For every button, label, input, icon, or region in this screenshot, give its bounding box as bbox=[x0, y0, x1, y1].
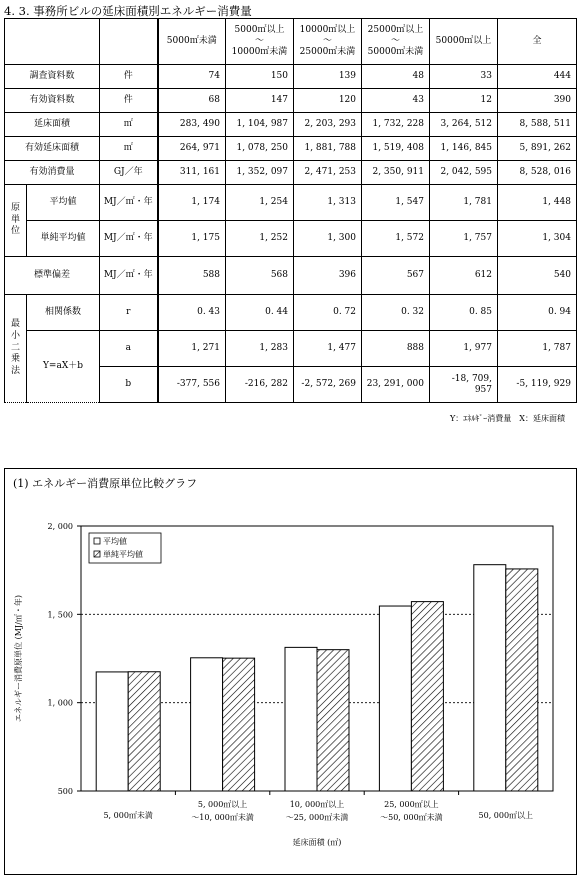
table-cell: 2, 203, 293 bbox=[294, 113, 362, 137]
table-cell: -2, 572, 269 bbox=[294, 367, 362, 403]
table-cell: 139 bbox=[294, 65, 362, 89]
group-label-char: 位 bbox=[10, 226, 20, 237]
row-label: 有効延床面積 bbox=[5, 137, 100, 161]
table-cell: 0. 94 bbox=[498, 295, 577, 331]
table-cell: 68 bbox=[158, 89, 226, 113]
table-cell: 888 bbox=[362, 331, 430, 367]
group-label-lsm bbox=[5, 295, 27, 403]
table-cell: 1, 448 bbox=[498, 185, 577, 221]
column-header bbox=[294, 19, 362, 65]
table-cell: 567 bbox=[362, 257, 430, 295]
table-cell: 0. 72 bbox=[294, 295, 362, 331]
bar-avg bbox=[96, 672, 128, 791]
column-header-line: 全 bbox=[532, 36, 542, 47]
table-cell: 2, 471, 253 bbox=[294, 161, 362, 185]
row-unit: ㎡ bbox=[100, 137, 158, 161]
x-tick-label: 5, 000㎡以上 bbox=[197, 800, 248, 809]
row-unit: r bbox=[100, 295, 158, 331]
section-title: 4. 3. 事務所ビルの延床面積別エネルギー消費量 bbox=[4, 4, 252, 18]
legend-swatch bbox=[94, 538, 100, 544]
bar-avg bbox=[285, 647, 317, 791]
group-label-char: 原 bbox=[10, 202, 20, 213]
table-row-valid-floor bbox=[5, 137, 577, 161]
table-cell: 1, 352, 097 bbox=[226, 161, 294, 185]
group-label-char: 法 bbox=[10, 366, 20, 377]
row-label: 有効消費量 bbox=[5, 161, 100, 185]
column-header bbox=[158, 19, 226, 65]
table-cell: -216, 282 bbox=[226, 367, 294, 403]
column-header-line: 25000㎡以上 bbox=[367, 25, 424, 36]
x-axis-title: 延床面積 (㎡) bbox=[292, 838, 342, 847]
table-cell: 74 bbox=[158, 65, 226, 89]
table-cell: 1, 174 bbox=[158, 185, 226, 221]
table-cell: 264, 971 bbox=[158, 137, 226, 161]
column-header bbox=[498, 19, 577, 65]
table-cell: 43 bbox=[362, 89, 430, 113]
footnote: Y：ｴﾈﾙｷﾞｰ消費量 X：延床面積 bbox=[450, 414, 565, 423]
x-tick-label: 10, 000㎡以上 bbox=[289, 800, 345, 809]
row-label: 有効資料数 bbox=[5, 89, 100, 113]
row-unit: ㎡ bbox=[100, 113, 158, 137]
table-cell: 396 bbox=[294, 257, 362, 295]
column-header-line: 25000㎡未満 bbox=[299, 46, 356, 57]
row-label: 相関係数 bbox=[27, 295, 100, 331]
table-cell: 8, 588, 511 bbox=[498, 113, 577, 137]
table-cell: 5, 891, 262 bbox=[498, 137, 577, 161]
table-cell: -5, 119, 929 bbox=[498, 367, 577, 403]
table-cell: 0. 43 bbox=[158, 295, 226, 331]
table-cell: 1, 304 bbox=[498, 221, 577, 257]
table-row-consumption bbox=[5, 161, 577, 185]
table-cell: 1, 146, 845 bbox=[430, 137, 498, 161]
bar-avg bbox=[474, 565, 506, 791]
group-label-char: 単 bbox=[10, 214, 20, 225]
table-cell: -18, 709, 957 bbox=[430, 367, 498, 403]
table-cell: 1, 175 bbox=[158, 221, 226, 257]
x-tick-label: 5, 000㎡未満 bbox=[103, 811, 153, 820]
y-tick-label: 2, 000 bbox=[47, 522, 73, 531]
table-row-floor bbox=[5, 113, 577, 137]
column-header-line: ～ bbox=[390, 36, 400, 47]
table-cell: 12 bbox=[430, 89, 498, 113]
column-header-line: 10000㎡未満 bbox=[231, 46, 288, 57]
bar-avg bbox=[191, 658, 223, 791]
bar-chart bbox=[5, 469, 576, 874]
column-header-line: 5000㎡以上 bbox=[234, 25, 285, 36]
table-cell: 1, 283 bbox=[226, 331, 294, 367]
x-tick-label: ～25, 000㎡未満 bbox=[285, 813, 349, 822]
y-tick-label: 1, 000 bbox=[47, 698, 73, 708]
table-cell: 33 bbox=[430, 65, 498, 89]
y-tick-label: 1, 500 bbox=[47, 610, 73, 620]
table-cell: 1, 781 bbox=[430, 185, 498, 221]
row-unit: b bbox=[100, 367, 158, 403]
table-cell: 1, 547 bbox=[362, 185, 430, 221]
table-cell: 1, 313 bbox=[294, 185, 362, 221]
group-label-unit bbox=[5, 185, 27, 257]
bar-simple-avg bbox=[506, 569, 538, 791]
column-header-line: ～ bbox=[254, 36, 264, 47]
x-tick-label: 25, 000㎡以上 bbox=[384, 800, 439, 809]
row-unit: 件 bbox=[100, 89, 158, 113]
bar-simple-avg bbox=[223, 658, 255, 791]
row-unit: MJ／㎡・年 bbox=[100, 221, 158, 257]
table-cell: 390 bbox=[498, 89, 577, 113]
column-header-line: 10000㎡以上 bbox=[299, 25, 356, 36]
table-cell: 283, 490 bbox=[158, 113, 226, 137]
table-row-simple-avg bbox=[5, 221, 577, 257]
group-label-char: 乗 bbox=[10, 354, 20, 365]
legend-swatch bbox=[94, 551, 100, 557]
formula-label: Y=aX＋b bbox=[27, 331, 100, 403]
group-label-char: 二 bbox=[10, 342, 20, 353]
group-label-char: 最 bbox=[10, 319, 20, 330]
row-label: 延床面積 bbox=[5, 113, 100, 137]
table-cell: 1, 881, 788 bbox=[294, 137, 362, 161]
table-row-valid bbox=[5, 89, 577, 113]
table-row-stddev bbox=[5, 257, 577, 295]
column-header bbox=[226, 19, 294, 65]
row-label: 単純平均値 bbox=[27, 221, 100, 257]
row-unit: MJ／㎡・年 bbox=[100, 257, 158, 295]
column-header-line: ～ bbox=[322, 36, 332, 47]
y-axis-title: エネルギー消費原単位 (MJ/㎡・年) bbox=[14, 595, 23, 722]
table-cell: 1, 252 bbox=[226, 221, 294, 257]
table-cell: 1, 271 bbox=[158, 331, 226, 367]
table-cell: 1, 732, 228 bbox=[362, 113, 430, 137]
table-cell: 588 bbox=[158, 257, 226, 295]
x-tick-label: ～10, 000㎡未満 bbox=[191, 813, 254, 822]
table-cell: 2, 350, 911 bbox=[362, 161, 430, 185]
legend-label: 平均値 bbox=[103, 537, 127, 546]
table-cell: 23, 291, 000 bbox=[362, 367, 430, 403]
column-header bbox=[362, 19, 430, 65]
table-cell: 147 bbox=[226, 89, 294, 113]
row-unit: 件 bbox=[100, 65, 158, 89]
column-header-line: 5000㎡未満 bbox=[166, 36, 217, 47]
table-cell: 0. 85 bbox=[430, 295, 498, 331]
chart-title: (1) エネルギー消費原単位比較グラフ bbox=[13, 477, 198, 490]
table-cell: 311, 161 bbox=[158, 161, 226, 185]
row-unit: a bbox=[100, 331, 158, 367]
table-cell: 120 bbox=[294, 89, 362, 113]
table-cell: 1, 078, 250 bbox=[226, 137, 294, 161]
table-cell: 1, 477 bbox=[294, 331, 362, 367]
legend-label: 単純平均値 bbox=[103, 550, 143, 559]
table-cell: 1, 787 bbox=[498, 331, 577, 367]
row-label: 平均値 bbox=[27, 185, 100, 221]
bar-avg bbox=[379, 606, 411, 791]
bar-simple-avg bbox=[411, 602, 443, 791]
y-tick-label: 500 bbox=[57, 787, 73, 796]
table-row-corr bbox=[5, 295, 577, 331]
table-cell: 568 bbox=[226, 257, 294, 295]
chart-box bbox=[4, 468, 577, 875]
table-cell: 540 bbox=[498, 257, 577, 295]
row-label: 調査資料数 bbox=[5, 65, 100, 89]
row-unit: MJ／㎡・年 bbox=[100, 185, 158, 221]
table-cell: 0. 32 bbox=[362, 295, 430, 331]
header-unit-empty bbox=[100, 19, 158, 65]
table-cell: 1, 757 bbox=[430, 221, 498, 257]
table-cell: 48 bbox=[362, 65, 430, 89]
table-row-coef-a bbox=[5, 331, 577, 367]
energy-table bbox=[4, 18, 577, 403]
table-cell: 150 bbox=[226, 65, 294, 89]
bar-simple-avg bbox=[128, 672, 160, 791]
table-cell: 8, 528, 016 bbox=[498, 161, 577, 185]
x-tick-label: ～50, 000㎡未満 bbox=[380, 813, 443, 822]
header-empty bbox=[5, 19, 100, 65]
table-cell: 1, 254 bbox=[226, 185, 294, 221]
column-header-line: 50000㎡未満 bbox=[367, 46, 424, 57]
table-cell: 444 bbox=[498, 65, 577, 89]
row-unit: GJ／年 bbox=[100, 161, 158, 185]
table-cell: 612 bbox=[430, 257, 498, 295]
table-cell: 1, 104, 987 bbox=[226, 113, 294, 137]
table-cell: 1, 300 bbox=[294, 221, 362, 257]
table-row-survey bbox=[5, 65, 577, 89]
table-cell: 1, 977 bbox=[430, 331, 498, 367]
table-cell: 3, 264, 512 bbox=[430, 113, 498, 137]
column-header-line: 50000㎡以上 bbox=[435, 36, 492, 47]
row-label: 標準偏差 bbox=[5, 257, 100, 295]
column-header bbox=[430, 19, 498, 65]
table-cell: 0. 44 bbox=[226, 295, 294, 331]
table-row-avg bbox=[5, 185, 577, 221]
group-label-char: 小 bbox=[10, 330, 20, 341]
table-cell: -377, 556 bbox=[158, 367, 226, 403]
table-cell: 2, 042, 595 bbox=[430, 161, 498, 185]
table-cell: 1, 519, 408 bbox=[362, 137, 430, 161]
x-tick-label: 50, 000㎡以上 bbox=[478, 811, 534, 820]
bar-simple-avg bbox=[317, 650, 349, 791]
table-cell: 1, 572 bbox=[362, 221, 430, 257]
